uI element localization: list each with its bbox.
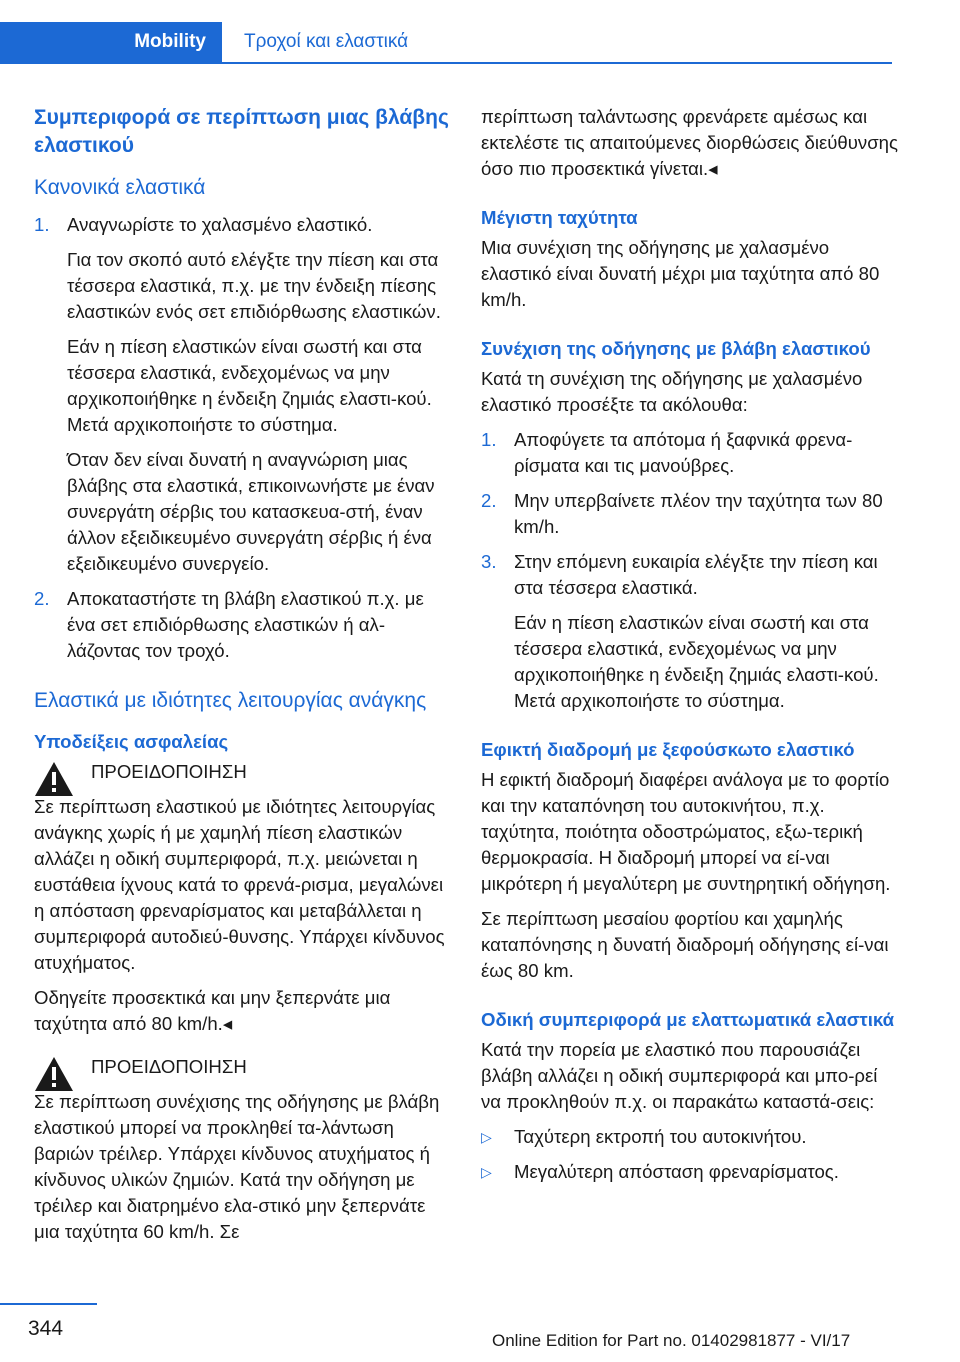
list-item [34, 212, 452, 577]
list-number: 2. [481, 490, 497, 511]
subheading-continue-driving: Συνέχιση της οδήγησης με βλάβη ελαστικού [481, 338, 871, 359]
list-number: 1. [481, 429, 497, 450]
bullet-triangle-icon: ▷ [481, 1164, 492, 1180]
header-divider [0, 62, 892, 64]
body-text: Κατά την πορεία με ελαστικό που παρουσιάζει βλάβη αλλάζει η οδική συμπεριφορά και μπο‐ρεί να προκληθούν π.χ. οι παρακάτω καταστά‐σεις: [481, 1039, 878, 1112]
warning-text: Οδηγείτε προσεκτικά και μην ξεπερνάτε μια ταχύτητα από 80 km/h.◂ [34, 987, 391, 1034]
tab-wheels-and-tyres[interactable] [224, 22, 892, 62]
subheading-safety-notes: Υποδείξεις ασφαλείας [34, 731, 229, 752]
page-number: 344 [28, 1317, 64, 1340]
warning-triangle-icon [34, 1056, 74, 1092]
continued-text: περίπτωση ταλάντωσης φρενάρετε αμέσως και εκτελέστε τις απαιτούμενες διορθώσεις διεύθυνσης όσο πιο προσεκτικά γίνεται.◂ [481, 106, 898, 179]
body-text: Μια συνέχιση της οδήγησης με χαλασμένο ελαστικό είναι δυνατή μέχρι μια ταχύτητα από 80 km/h. [481, 237, 880, 310]
list-number: 1. [34, 214, 50, 235]
warning-block [34, 759, 452, 1037]
section-heading-runflat-tyres: Ελαστικά με ιδιότητες λειτουργίας ανάγκης [34, 689, 427, 712]
tab-mobility[interactable] [0, 22, 222, 62]
warning-text: Σε περίπτωση συνέχισης της οδήγησης με βλάβη ελαστικού μπορεί να προκληθεί τα‐λάντωση βαριών τρέιλερ. Υπάρχει κίνδυνος ατυχήματος ή κίνδυνος υλικών ζημιών. Κατά την οδήγηση με τρέιλερ και διατρημένο ελα‐στικό μην ξεπερνάτε μια ταχύτητα 60 km/h. Σε [34, 1091, 440, 1242]
step-text: Εάν η πίεση ελαστικών είναι σωστή και στα τέσσερα ελαστικά, ενδεχομένως να μην αρχικοποιήθηκε η ένδειξη ζημιάς ελαστι‐κού. Μετά αρχικοποιήστε το σύστημα. [67, 336, 432, 435]
step-text: Αποκαταστήστε τη βλάβη ελαστικού π.χ. με ένα σετ επιδιόρθωσης ελαστικών ή αλ‐λάζοντας τον τροχό. [67, 588, 424, 661]
warning-triangle-icon [34, 761, 74, 797]
bullet-item [481, 1159, 899, 1185]
subheading-max-speed: Μέγιστη ταχύτητα [481, 207, 638, 228]
step-text: Για τον σκοπό αυτό ελέγξτε την πίεση και στα τέσσερα ελαστικά, π.χ. με την ένδειξη πίεσης ελαστικών ενός σετ επιδιόρθωσης ελαστικών. [67, 249, 441, 322]
list-number: 2. [34, 588, 50, 609]
warning-label: ΠΡΟΕΙΔΟΠΟΙΗΣΗ [91, 1056, 247, 1077]
list-item [481, 427, 899, 479]
warning-label: ΠΡΟΕΙΔΟΠΟΙΗΣΗ [91, 761, 247, 782]
body-text: Κατά τη συνέχιση της οδήγησης με χαλασμένο ελαστικό προσέξτε τα ακόλουθα: [481, 368, 863, 415]
step-text: Αποφύγετε τα απότομα ή ξαφνικά φρενα‐ρίσματα και τις μανούβρες. [514, 429, 853, 476]
warning-text: Σε περίπτωση ελαστικού με ιδιότητες λειτουργίας ανάγκης χωρίς ή με χαμηλή πίεση ελαστικών αλλάζει η οδική συμπεριφορά, π.χ. μειώνεται η ευστάθεια ίχνους κατά το φρενά‐ρισμα, μεγαλώνει η απόσταση φρεναρίσματος και μεταβάλλεται η συμπεριφορά αυτοδιεύ‐θυνσης. Υπάρχει κίνδυνος ατυχήματος. [34, 796, 445, 973]
section-title: Συμπεριφορά σε περίπτωση μιας βλάβης ελαστικού [34, 106, 449, 157]
step-text: Στην επόμενη ευκαιρία ελέγξτε την πίεση και στα τέσσερα ελαστικά. [514, 551, 878, 598]
step-text: Όταν δεν είναι δυνατή η αναγνώριση μιας βλάβης στα ελαστικά, επικοινωνήστε με έναν συνεργάτη σέρβις του κατασκευα‐στή, έναν άλλον εξειδικευμένο συνεργάτη σέρβις ή ένα εξειδικευμένο συνεργείο. [67, 449, 435, 574]
bullet-text: Μεγαλύτερη απόσταση φρεναρίσματος. [514, 1161, 839, 1182]
list-number: 3. [481, 551, 497, 572]
tab-mobility-label: Mobility [134, 31, 206, 52]
bullet-text: Ταχύτερη εκτροπή του αυτοκινήτου. [514, 1126, 807, 1147]
bullet-item [481, 1124, 899, 1150]
body-text: Η εφικτή διαδρομή διαφέρει ανάλογα με το φορτίο και την καταπόνηση του αυτοκινήτου, π.χ. ταχύτητα, ποιότητα οδοστρώματος, εξω‐τερική θερμοκρασία. Η διαδρομή μπορεί να εί‐ναι μικρότερη ή μεγαλύτερη με συντηρητική οδήγηση. [481, 769, 891, 894]
step-text: Αναγνωρίστε το χαλασμένο ελαστικό. [67, 214, 373, 235]
tab-wheels-and-tyres-label: Τροχοί και ελαστικά [244, 31, 409, 52]
subheading-road-behavior: Οδική συμπεριφορά με ελαττωματικά ελαστικά [481, 1009, 895, 1030]
list-item [481, 549, 899, 714]
list-item [481, 488, 899, 540]
right-column [481, 104, 899, 1194]
section-heading-normal-tyres: Κανονικά ελαστικά [34, 176, 206, 199]
page-header [0, 0, 960, 64]
footer-divider [0, 1303, 97, 1305]
list-item [34, 586, 452, 664]
left-column [34, 104, 452, 1254]
step-text: Εάν η πίεση ελαστικών είναι σωστή και στα τέσσερα ελαστικά, ενδεχομένως να μην αρχικοποιήθηκε η ένδειξη ζημιάς ελαστι‐κού. Μετά αρχικοποιήστε το σύστημα. [514, 612, 879, 711]
warning-block [34, 1054, 452, 1245]
bullet-triangle-icon: ▷ [481, 1129, 492, 1145]
body-text: Σε περίπτωση μεσαίου φορτίου και χαμηλής καταπόνησης η δυνατή διαδρομή οδήγησης εί‐ναι έως 80 km. [481, 908, 889, 981]
footer-edition: Online Edition for Part no. 01402981877 - VI/17 [492, 1331, 851, 1350]
subheading-range: Εφικτή διαδρομή με ξεφούσκωτο ελαστικό [481, 739, 855, 760]
step-text: Μην υπερβαίνετε πλέον την ταχύτητα των 80 km/h. [514, 490, 883, 537]
